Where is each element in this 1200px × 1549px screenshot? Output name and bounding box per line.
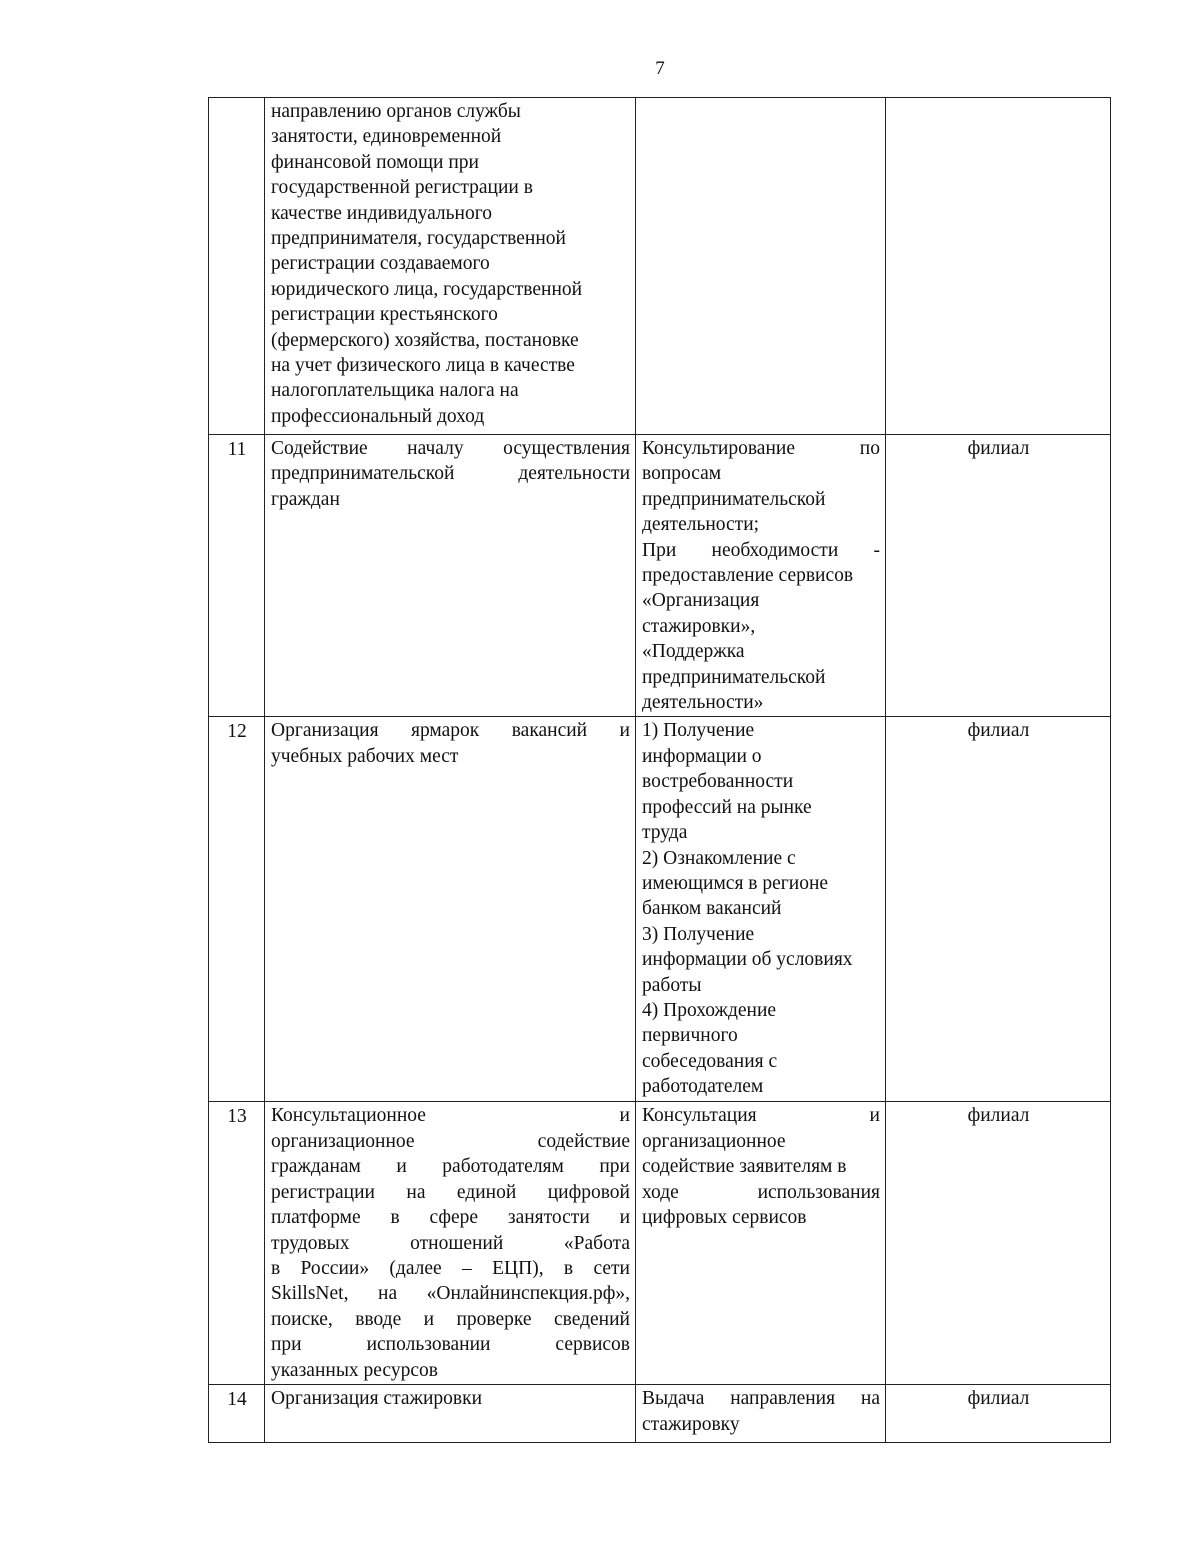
- service-cell: [265, 1102, 636, 1385]
- service-line: занятости, единовременной: [271, 126, 502, 148]
- action-line: стажировку: [642, 1413, 740, 1435]
- service-line: Организация стажировки: [271, 1388, 483, 1410]
- service-line: поиске, вводе и проверке сведений: [271, 1308, 630, 1330]
- action-line: имеющимся в регионе: [642, 872, 829, 894]
- action-line: цифровых сервисов: [642, 1207, 807, 1229]
- service-line: финансовой помощи при: [271, 151, 479, 173]
- action-line: Консультация и: [642, 1105, 880, 1127]
- provider-cell: филиал: [886, 1102, 1111, 1385]
- action-line: Выдача направления на: [642, 1388, 880, 1410]
- service-line: учебных рабочих мест: [271, 745, 459, 767]
- row-number-cell: [209, 98, 265, 435]
- action-line: стажировки»,: [642, 615, 756, 637]
- action-line: работы: [642, 974, 702, 996]
- actions-cell: [636, 1385, 886, 1443]
- action-line: первичного: [642, 1025, 738, 1047]
- action-line: «Поддержка: [642, 641, 745, 663]
- action-line: банком вакансий: [642, 898, 782, 920]
- action-line: предоставление сервисов: [642, 565, 854, 587]
- page-number: 7: [655, 58, 665, 79]
- service-line: качестве индивидуального: [271, 202, 492, 224]
- action-line: «Организация: [642, 590, 760, 612]
- action-line: деятельности»: [642, 692, 764, 714]
- action-line: работодателем: [642, 1076, 764, 1098]
- action-line: вопросам: [642, 463, 722, 485]
- action-line: содействие заявителям в: [642, 1156, 847, 1178]
- service-line: граждан: [271, 488, 340, 510]
- service-cell: [265, 1385, 636, 1443]
- service-line: в России» (далее – ЕЦП), в сети: [271, 1257, 630, 1279]
- table-row: [209, 98, 1111, 435]
- service-line: Содействие началу осуществления: [271, 438, 630, 459]
- table-row: [209, 435, 1111, 717]
- service-line: SkillsNet, на «Онлайнинспекция.рф»,: [271, 1283, 630, 1305]
- service-line: профессиональный доход: [271, 405, 485, 427]
- service-line: при использовании сервисов: [271, 1334, 630, 1356]
- action-line: труда: [642, 822, 688, 844]
- action-line: 3) Получение: [642, 923, 755, 945]
- action-line: информации о: [642, 745, 762, 767]
- service-line: Организация ярмарок вакансий и: [271, 720, 630, 742]
- service-line: Консультационное и: [271, 1105, 630, 1127]
- service-line: на учет физического лица в качестве: [271, 355, 575, 377]
- action-line: При необходимости -: [642, 539, 880, 561]
- service-cell: [265, 98, 636, 435]
- action-line: деятельности;: [642, 514, 760, 536]
- service-line: регистрации на единой цифровой: [271, 1181, 630, 1203]
- service-cell: [265, 435, 636, 717]
- service-line: трудовых отношений «Работа: [271, 1232, 630, 1254]
- action-line: собеседования с: [642, 1050, 778, 1072]
- services-table: [208, 97, 1111, 1443]
- service-line: организационное содействие: [271, 1130, 630, 1152]
- action-line: предпринимательской: [642, 488, 826, 510]
- table-row: [209, 1385, 1111, 1443]
- action-line: ходе использования: [642, 1181, 880, 1203]
- service-line: налогоплательщика налога на: [271, 380, 519, 402]
- actions-cell: [636, 1102, 886, 1385]
- action-line: 4) Прохождение: [642, 999, 777, 1021]
- service-line: платформе в сфере занятости и: [271, 1207, 630, 1229]
- action-line: Консультирование по: [642, 438, 880, 459]
- service-line: (фермерского) хозяйства, постановке: [271, 329, 579, 351]
- service-line: предпринимательской деятельности: [271, 463, 630, 485]
- actions-cell: [636, 435, 886, 717]
- action-line: 1) Получение: [642, 720, 755, 742]
- actions-cell: [636, 98, 886, 435]
- service-line: регистрации крестьянского: [271, 304, 498, 326]
- table-row: [209, 1102, 1111, 1385]
- service-line: предпринимателя, государственной: [271, 228, 566, 250]
- actions-cell: [636, 717, 886, 1102]
- service-line: направлению органов службы: [271, 101, 521, 122]
- row-number-cell: 12: [209, 717, 265, 1102]
- provider-cell: [886, 98, 1111, 435]
- row-number-cell: 11: [209, 435, 265, 717]
- row-number-cell: 13: [209, 1102, 265, 1385]
- row-number-cell: 14: [209, 1385, 265, 1443]
- service-line: государственной регистрации в: [271, 177, 533, 199]
- service-cell: [265, 717, 636, 1102]
- action-line: 2) Ознакомление с: [642, 847, 796, 869]
- action-line: востребованности: [642, 771, 794, 793]
- provider-cell: филиал: [886, 717, 1111, 1102]
- provider-cell: филиал: [886, 435, 1111, 717]
- action-line: профессий на рынке: [642, 796, 812, 818]
- service-line: гражданам и работодателям при: [271, 1156, 630, 1178]
- provider-cell: филиал: [886, 1385, 1111, 1443]
- service-line: юридического лица, государственной: [271, 278, 583, 300]
- service-line: регистрации создаваемого: [271, 253, 490, 275]
- action-line: предпринимательской: [642, 666, 826, 688]
- service-line: указанных ресурсов: [271, 1359, 438, 1381]
- table-row: [209, 717, 1111, 1102]
- action-line: организационное: [642, 1130, 786, 1152]
- action-line: информации об условиях: [642, 949, 853, 971]
